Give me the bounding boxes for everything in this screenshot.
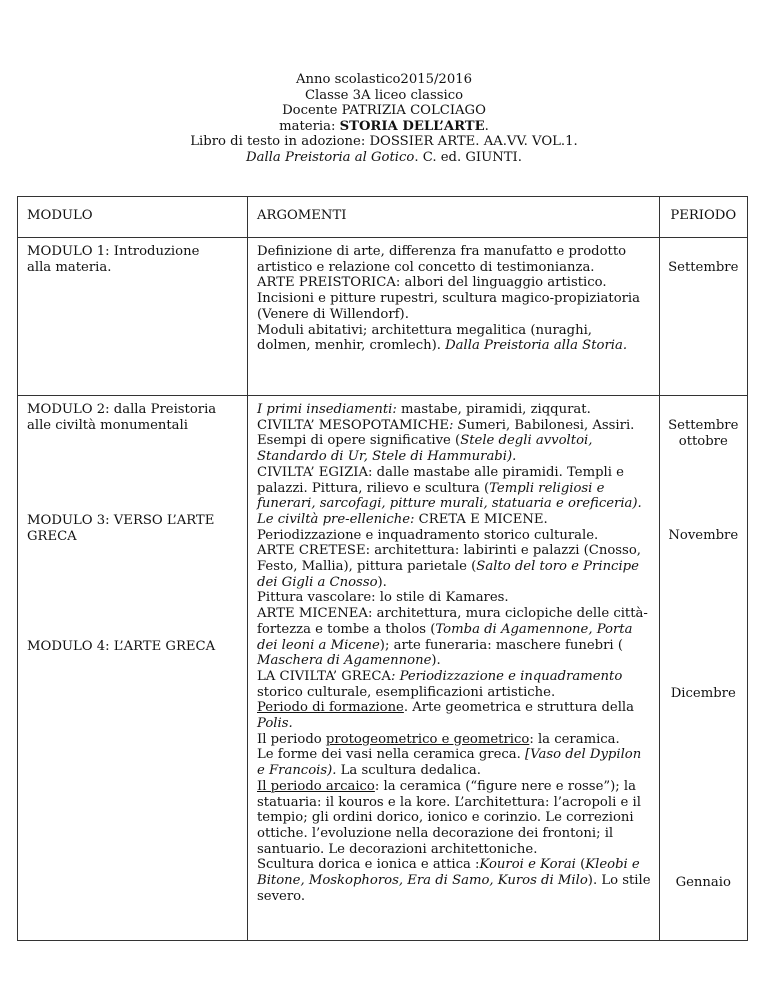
topics-cell: I primi insediamenti: mastabe, piramidi, ziqqurat. CIVILTA’ MESOPOTAMICHE: Sumeri, Babilonesi, Assiri. Esempi di opere significative (Stele degli avvoltoi, Standardo di Ur, Stele di Hammurabi). CIVILTA’ EGIZIA: dalle mastabe alle piramidi. Templi e palazzi. Pittura, rilievo e scultura (Templi religiosi e funerari, sarcofagi, pitture murali, statuaria e oreficeria). Le civiltà pre-elleniche: CRETA E MICENE. Periodizzazione e inquadramento storico culturale. ARTE CRETESE: architettura: labirinti e palazzi (Cnosso, Festo, Mallia), pittura parietale (Salto del toro e Principe dei Gigli a Cnosso). Pittura vascolare: lo stile di Kamares. ARTE MICENEA: architettura, mura ciclopiche delle città- fortezza e tombe a tholos (Tomba di Agamennone, Porta dei leoni a Micene); arte funeraria: maschere funebri ( Maschera di Agamennone). LA CIVILTA’ GRECA: Periodizzazione e inquadramento storico culturale, esemplificazioni artistiche. Periodo di formazione. Arte geometrica e struttura della Polis. Il periodo protogeometrico e geometrico: la ceramica. Le forme dei vasi nella ceramica greca. [Vaso del Dypilon e Francois). La scultura dedalica. Il periodo arcaico: la ceramica (“figure nere e rosse”); la statuaria: il kouros e la kore. L’architettura: l’acropoli e il tempio; gli ordini dorico, ionico e corinzio. Le correzioni ottiche. l’evoluzione nella decorazione dei frontoni; il santuario. Le decorazioni architettoniche. Scultura dorica e ionica e attica :Kouroi e Korai (Kleobi e Bitone, Moskophoros, Era di Samo, Kuros di Milo). Lo stile severo. [248,396,660,941]
school-year: Anno scolastico2015/2016 [296,72,472,87]
class-line: Classe 3A liceo classico [304,87,464,103]
textbook-line: Libro di testo in adozione: DOSSIER ARTE. AA.VV. VOL.1. [190,134,578,150]
period-cell: Settembre ottobre Novembre Dicembre Gennaio [659,396,747,941]
syllabus-table [17,196,748,941]
header-modulo: MODULO [18,197,248,238]
document-header [0,72,768,166]
textbook-subtitle: Dalla Preistoria al Gotico. C. ed. GIUNTI. [246,149,522,165]
table-row [18,238,748,396]
module-cell: MODULO 2: dalla Preistoria alle civiltà monumentali MODULO 3: VERSO L’ARTE GRECA MODULO 4: L’ARTE GRECA [18,396,248,941]
period-cell: Settembre [659,238,747,396]
topics-cell: Definizione di arte, differenza fra manufatto e prodotto artistico e relazione col concetto di testimonianza. ARTE PREISTORICA: albori del linguaggio artistico. Incisioni e pitture rupestri, scultura magico-propiziatoria (Venere di Willendorf). Moduli abitativi; architettura megalitica (nuraghi, dolmen, menhir, cromlech). Dalla Preistoria alla Storia. [248,238,660,396]
table-row [18,396,748,941]
subject-line: materia: STORIA DELL’ARTE. [279,118,489,134]
module-cell: MODULO 1: Introduzione alla materia. [18,238,248,396]
teacher-line: Docente PATRIZIA COLCIAGO [282,103,486,119]
subject-name: STORIA DELL’ARTE [339,118,485,134]
header-argomenti: ARGOMENTI [248,197,660,238]
table-header-row [18,197,748,238]
header-periodo: PERIODO [659,197,747,238]
